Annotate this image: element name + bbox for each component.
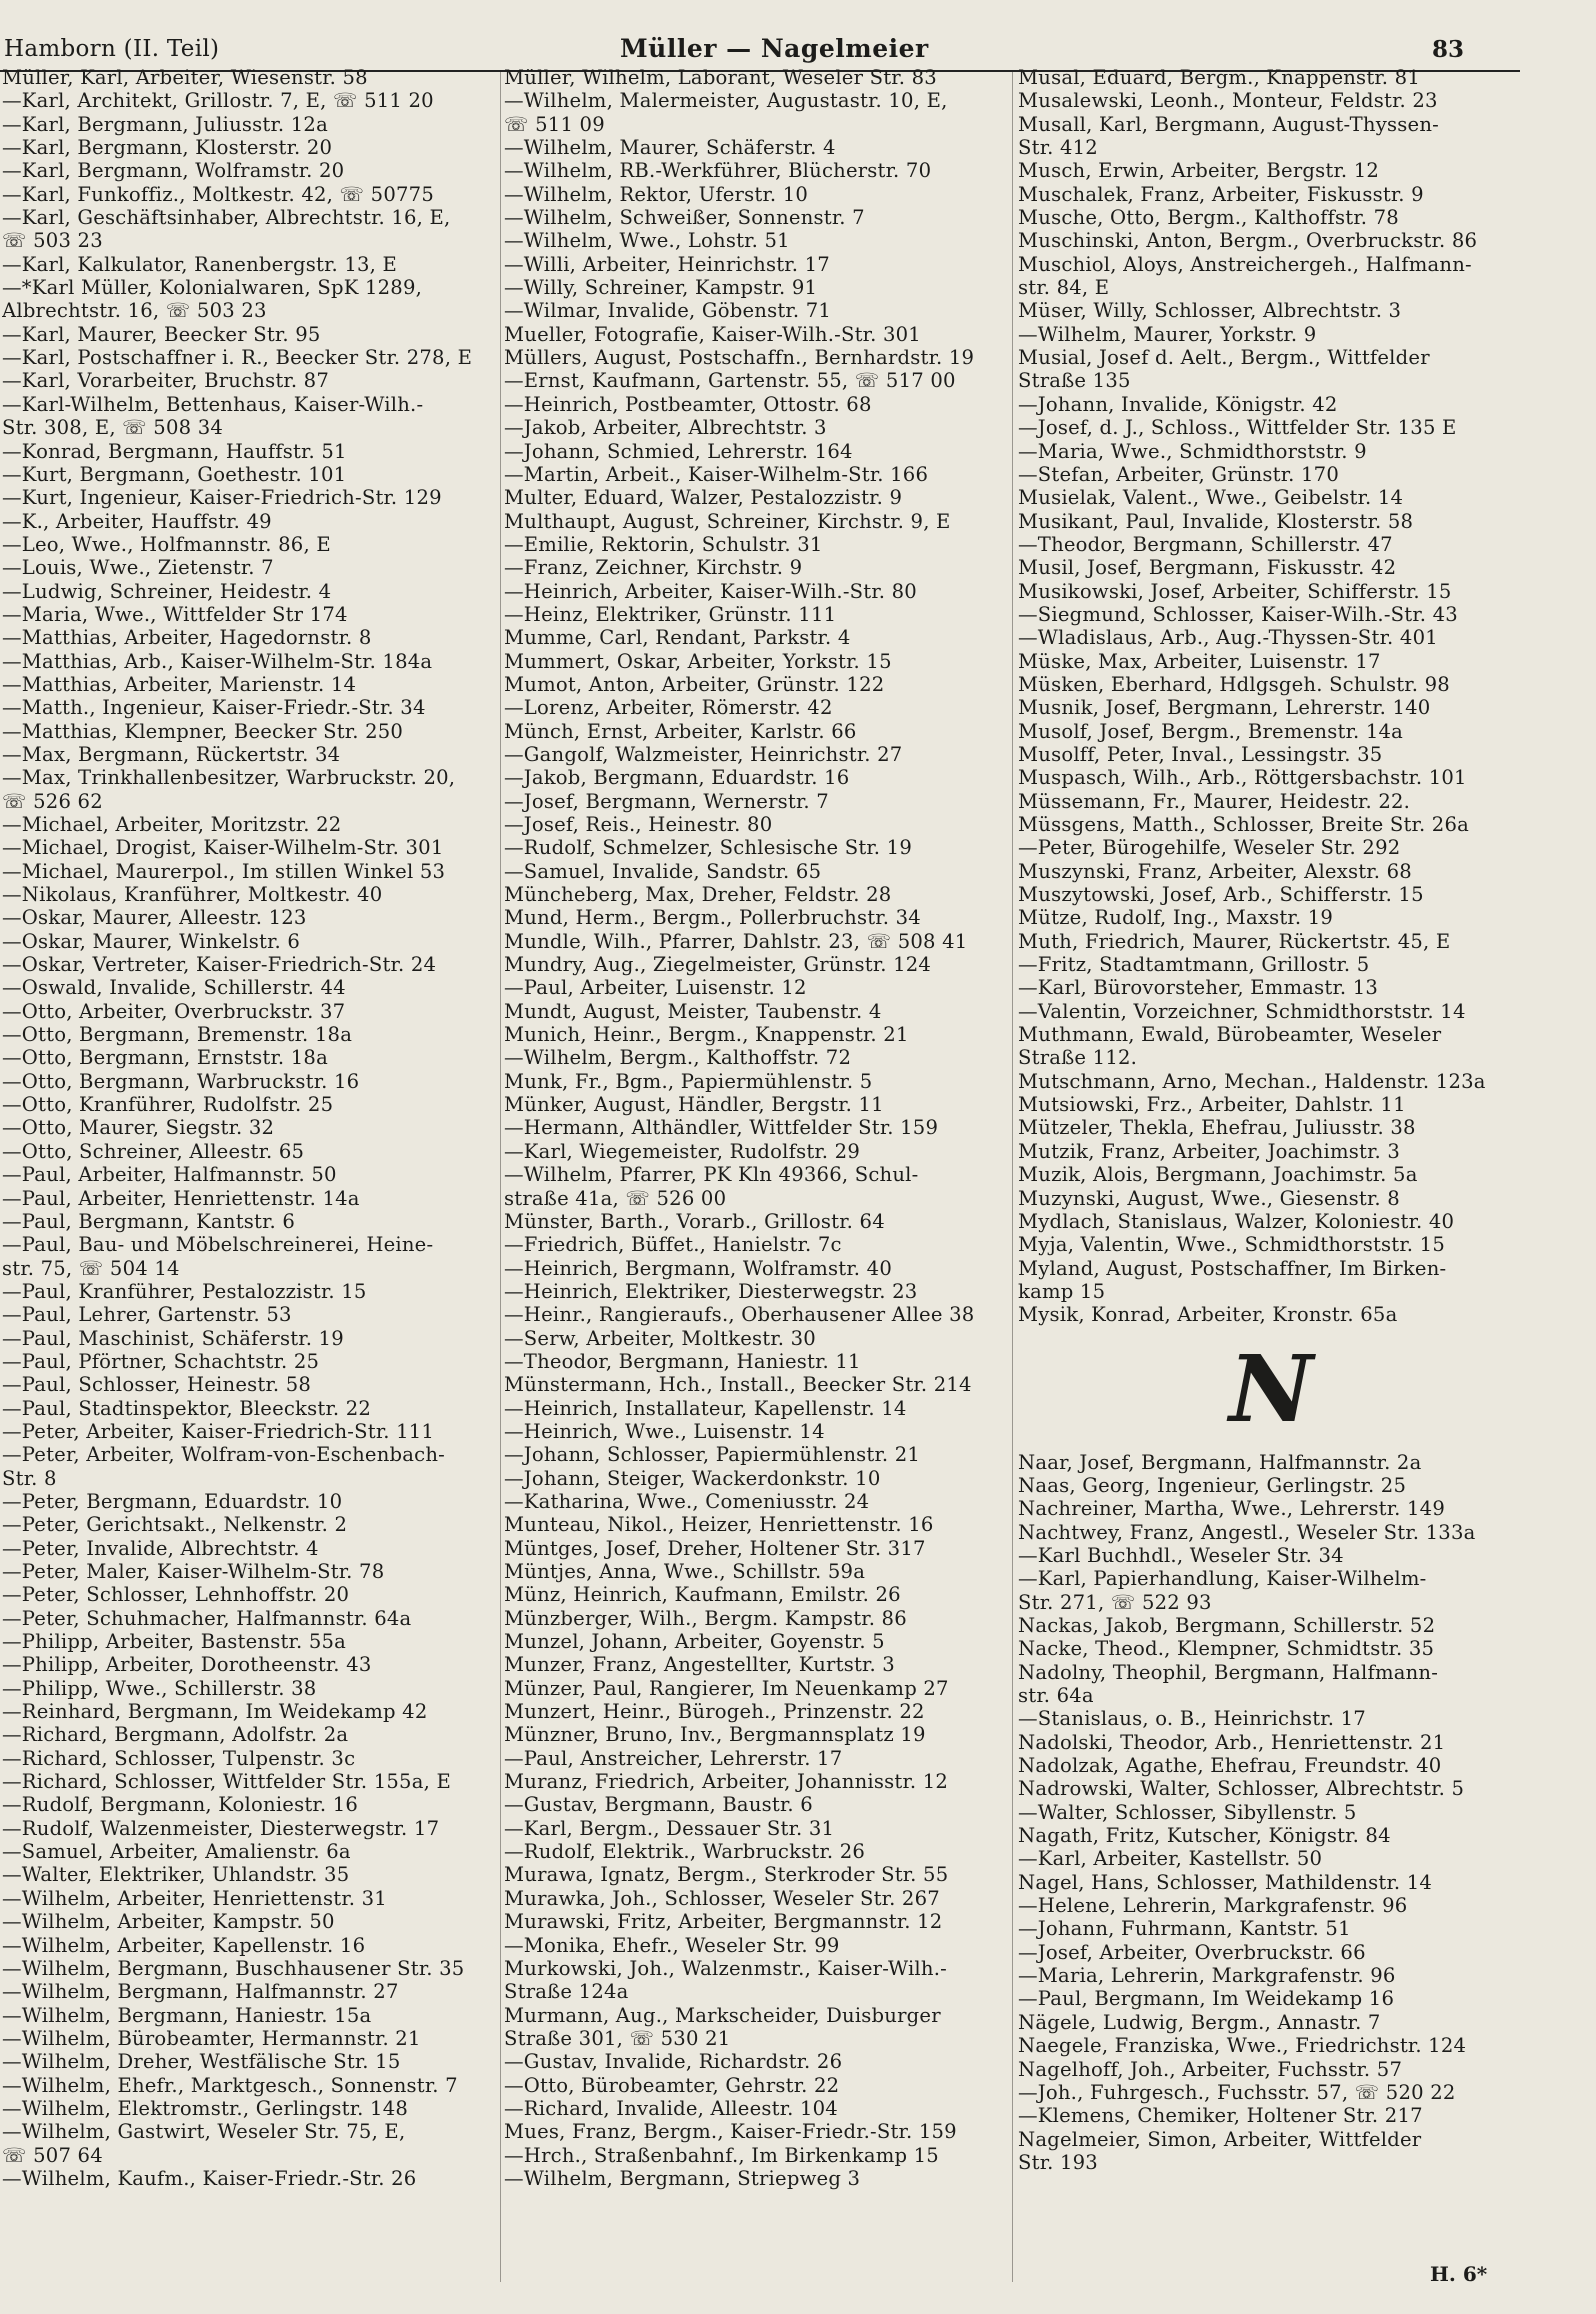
directory-entry: Muzynski, August, Wwe., Giesenstr. 8: [1018, 1186, 1400, 1210]
directory-entry: Münz, Heinrich, Kaufmann, Emilstr. 26: [504, 1583, 901, 1607]
directory-entry: Müntges, Josef, Dreher, Holtener Str. 317: [504, 1536, 926, 1560]
directory-entry: —Paul, Maschinist, Schäferstr. 19: [2, 1326, 344, 1350]
directory-entry: Mumot, Anton, Arbeiter, Grünstr. 122: [504, 672, 885, 696]
directory-entry: —Wilmar, Invalide, Göbenstr. 71: [504, 299, 832, 323]
printer-signature: H. 6*: [1430, 2262, 1488, 2286]
directory-entry: —Paul, Lehrer, Gartenstr. 53: [2, 1303, 292, 1327]
directory-entry: Mütze, Rudolf, Ing., Maxstr. 19: [1018, 906, 1334, 930]
directory-entry: Nagath, Fritz, Kutscher, Königstr. 84: [1018, 1824, 1391, 1848]
directory-entry: Müller, Karl, Arbeiter, Wiesenstr. 58: [2, 66, 368, 89]
directory-entry: Straße 124a: [504, 1980, 629, 2004]
directory-entry: Muszynski, Franz, Arbeiter, Alexstr. 68: [1018, 859, 1412, 883]
directory-entry: Murkowski, Joh., Walzenmstr., Kaiser-Wilh.-: [504, 1956, 947, 1980]
directory-entry: —Karl, Bergmann, Klosterstr. 20: [2, 136, 333, 160]
directory-entry: —Stefan, Arbeiter, Grünstr. 170: [1018, 462, 1340, 486]
directory-entry: Münker, August, Händler, Bergstr. 11: [504, 1093, 884, 1117]
directory-entry: Musil, Josef, Bergmann, Fiskusstr. 42: [1018, 556, 1397, 580]
directory-entry: —Paul, Arbeiter, Luisenstr. 12: [504, 976, 807, 1000]
directory-entry: Musch, Erwin, Arbeiter, Bergstr. 12: [1018, 159, 1380, 183]
directory-entry: —Willy, Schreiner, Kampstr. 91: [504, 276, 818, 300]
directory-entry: —Otto, Bergmann, Bremenstr. 18a: [2, 1023, 353, 1047]
directory-entry: —Johann, Fuhrmann, Kantstr. 51: [1018, 1917, 1351, 1941]
directory-entry: Nagelmeier, Simon, Arbeiter, Wittfelder: [1018, 2127, 1422, 2151]
directory-entry: —Karl, Funkoffiz., Moltkestr. 42, ☏ 50775: [2, 182, 435, 206]
directory-entry: —Nikolaus, Kranführer, Moltkestr. 40: [2, 883, 383, 907]
directory-entry: —Wilhelm, Pfarrer, PK Kln 49366, Schul-: [504, 1163, 919, 1187]
directory-entry: Munzert, Heinr., Bürogeh., Prinzenstr. 22: [504, 1700, 925, 1724]
directory-entry: —Michael, Arbeiter, Moritzstr. 22: [2, 813, 342, 836]
directory-entry: —Wilhelm, Kaufm., Kaiser-Friedr.-Str. 26: [2, 2166, 417, 2190]
directory-entry: ☏ 511 09: [504, 112, 605, 136]
directory-entry: —Peter, Gerichtsakt., Nelkenstr. 2: [2, 1513, 348, 1537]
directory-entry: —Matthias, Klempner, Beecker Str. 250: [2, 719, 404, 743]
directory-entry: Straße 112.: [1018, 1046, 1138, 1070]
directory-entry: —Reinhard, Bergmann, Im Weidekamp 42: [2, 1700, 428, 1724]
directory-entry: —Wilhelm, Dreher, Westfälische Str. 15: [2, 2050, 401, 2074]
directory-entry: —Karl, Architekt, Grillostr. 7, E, ☏ 511 20: [2, 89, 434, 113]
directory-entry: —Franz, Zeichner, Kirchstr. 9: [504, 556, 803, 580]
directory-entry: —Karl, Kalkulator, Ranenbergstr. 13, E: [2, 252, 398, 276]
directory-entry: —Samuel, Arbeiter, Amalienstr. 6a: [2, 1840, 351, 1864]
directory-entry: —Theodor, Bergmann, Schillerstr. 47: [1018, 532, 1393, 556]
directory-entry: —Gangolf, Walzmeister, Heinrichstr. 27: [504, 742, 903, 766]
directory-entry: —Rudolf, Schmelzer, Schlesische Str. 19: [504, 836, 912, 860]
directory-entry: Straße 135: [1018, 369, 1131, 393]
directory-entry: kamp 15: [1018, 1279, 1106, 1303]
directory-entry: —Karl, Bergm., Dessauer Str. 31: [504, 1816, 835, 1840]
directory-entry: Münstermann, Hch., Install., Beecker Str. 214: [504, 1373, 972, 1397]
directory-entry: Musnik, Josef, Bergmann, Lehrerstr. 140: [1018, 696, 1431, 720]
directory-entry: —Heinrich, Wwe., Luisenstr. 14: [504, 1419, 825, 1443]
directory-entry: —Max, Trinkhallenbesitzer, Warbruckstr. 20,: [2, 766, 456, 790]
directory-entry: Str. 308, E, ☏ 508 34: [2, 416, 224, 440]
directory-entry: —Walter, Schlosser, Sibyllenstr. 5: [1018, 1800, 1357, 1824]
directory-entry: —Wilhelm, Bergmann, Buschhausener Str. 35: [2, 1956, 465, 1980]
directory-entry: —Fritz, Stadtamtmann, Grillostr. 5: [1018, 953, 1370, 977]
directory-entry: —Rudolf, Walzenmeister, Diesterwegstr. 17: [2, 1816, 440, 1840]
section-title: Hamborn (II. Teil): [4, 36, 220, 62]
directory-entry: —Otto, Maurer, Siegstr. 32: [2, 1116, 275, 1140]
directory-entry: Nachreiner, Martha, Wwe., Lehrerstr. 149: [1018, 1497, 1446, 1521]
directory-entry: Musche, Otto, Bergm., Kalthoffstr. 78: [1018, 206, 1399, 230]
directory-entry: —Wilhelm, Bergmann, Halfmannstr. 27: [2, 1980, 399, 2004]
directory-entry: Munich, Heinr., Bergm., Knappenstr. 21: [504, 1023, 909, 1047]
directory-entry: —Karl, Bergmann, Wolframstr. 20: [2, 159, 345, 183]
directory-entry: Murawa, Ignatz, Bergm., Sterkroder Str. 55: [504, 1863, 949, 1887]
directory-entry: Musolf, Josef, Bergm., Bremenstr. 14a: [1018, 719, 1404, 743]
directory-entry: Albrechtstr. 16, ☏ 503 23: [2, 299, 267, 323]
directory-entry: —Martin, Arbeit., Kaiser-Wilhelm-Str. 166: [504, 462, 929, 486]
directory-entry: Muth, Friedrich, Maurer, Rückertstr. 45, E: [1018, 929, 1451, 953]
directory-entry: Müntjes, Anna, Wwe., Schillstr. 59a: [504, 1560, 866, 1583]
directory-entry: —Karl, Maurer, Beecker Str. 95: [2, 322, 321, 346]
directory-entry: —Valentin, Vorzeichner, Schmidthorststr. 14: [1018, 999, 1466, 1023]
directory-entry: —Heinrich, Elektriker, Diesterwegstr. 23: [504, 1279, 918, 1303]
directory-entry: —Wilhelm, Elektromstr., Gerlingstr. 148: [2, 2096, 409, 2120]
directory-entry: —Leo, Wwe., Holfmannstr. 86, E: [2, 532, 331, 556]
directory-entry: —Karl, Papierhandlung, Kaiser-Wilhelm-: [1018, 1567, 1427, 1591]
directory-entry: Münster, Barth., Vorarb., Grillostr. 64: [504, 1209, 885, 1233]
directory-entry: —Monika, Ehefr., Weseler Str. 99: [504, 1933, 840, 1957]
directory-entry: Multer, Eduard, Walzer, Pestalozzistr. 9: [504, 486, 903, 510]
directory-entry: —Wilhelm, Wwe., Lohstr. 51: [504, 229, 790, 253]
directory-entry: —Louis, Wwe., Zietenstr. 7: [2, 556, 274, 580]
directory-entry: Nagelhoff, Joh., Arbeiter, Fuchsstr. 57: [1018, 2057, 1403, 2081]
directory-entry: —Konrad, Bergmann, Hauffstr. 51: [2, 439, 347, 463]
directory-entry: Muthmann, Ewald, Bürobeamter, Weseler: [1018, 1023, 1442, 1047]
directory-entry: Muzik, Alois, Bergmann, Joachimstr. 5a: [1018, 1163, 1418, 1187]
directory-entry: —Josef, Bergmann, Wernerstr. 7: [504, 789, 829, 813]
directory-entry: Müssgens, Matth., Schlosser, Breite Str. 26a: [1018, 813, 1470, 836]
directory-entry: —Johann, Schmied, Lehrerstr. 164: [504, 439, 853, 463]
directory-entry: —Max, Bergmann, Rückertstr. 34: [2, 742, 341, 766]
directory-entry: —Peter, Bergmann, Eduardstr. 10: [2, 1489, 343, 1513]
directory-entry: Mundt, August, Meister, Taubenstr. 4: [504, 999, 882, 1023]
directory-entry: Mysik, Konrad, Arbeiter, Kronstr. 65a: [1018, 1303, 1398, 1327]
directory-entry: —Heinrich, Installateur, Kapellenstr. 14: [504, 1396, 907, 1420]
directory-entry: —Otto, Kranführer, Rudolfstr. 25: [2, 1093, 334, 1117]
directory-entry: ☏ 503 23: [2, 229, 103, 253]
directory-entry: Müske, Max, Arbeiter, Luisenstr. 17: [1018, 649, 1381, 673]
directory-entry: —Serw, Arbeiter, Moltkestr. 30: [504, 1326, 816, 1350]
directory-entry: —Johann, Schlosser, Papiermühlenstr. 21: [504, 1443, 921, 1467]
directory-entry: —Richard, Bergmann, Adolfstr. 2a: [2, 1723, 349, 1747]
directory-entry: Musielak, Valent., Wwe., Geibelstr. 14: [1018, 486, 1404, 510]
directory-entry: —Johann, Invalide, Königstr. 42: [1018, 392, 1338, 416]
directory-entry: Musal, Eduard, Bergm., Knappenstr. 81: [1018, 66, 1420, 89]
directory-entry: —Philipp, Arbeiter, Bastenstr. 55a: [2, 1630, 347, 1654]
column-3: [1018, 66, 1524, 2174]
directory-entry: —Heinr., Rangieraufs., Oberhausener Allee 38: [504, 1303, 975, 1327]
letter-n-entries: [1018, 1451, 1524, 2175]
directory-entry: —Siegmund, Schlosser, Kaiser-Wilh.-Str. 43: [1018, 602, 1458, 626]
directory-entry: —Samuel, Invalide, Sandstr. 65: [504, 859, 822, 883]
directory-entry: —Wilhelm, Bergmann, Striepweg 3: [504, 2166, 861, 2190]
directory-entry: —Heinrich, Postbeamter, Ottostr. 68: [504, 392, 872, 416]
page-range-title: Müller — Nagelmeier: [620, 34, 929, 63]
directory-entry: —Matthias, Arb., Kaiser-Wilhelm-Str. 184a: [2, 649, 433, 673]
directory-entry: —Josef, Arbeiter, Overbruckstr. 66: [1018, 1940, 1366, 1964]
directory-entry: —Ernst, Kaufmann, Gartenstr. 55, ☏ 517 00: [504, 369, 956, 393]
directory-entry: —Karl, Arbeiter, Kastellstr. 50: [1018, 1847, 1323, 1871]
directory-entry: Mutzik, Franz, Arbeiter, Joachimstr. 3: [1018, 1139, 1401, 1163]
directory-entry: —Katharina, Wwe., Comeniusstr. 24: [504, 1489, 870, 1513]
directory-entry: —Gustav, Invalide, Richardstr. 26: [504, 2050, 843, 2074]
directory-entry: —Willi, Arbeiter, Heinrichstr. 17: [504, 252, 830, 276]
column-divider: [500, 72, 501, 2282]
directory-entry: —Wilhelm, Maurer, Schäferstr. 4: [504, 136, 836, 160]
directory-entry: Straße 301, ☏ 530 21: [504, 2026, 731, 2050]
directory-entry: —Karl, Wiegemeister, Rudolfstr. 29: [504, 1139, 860, 1163]
directory-entry: —Karl, Postschaffner i. R., Beecker Str. 278, E: [2, 346, 473, 370]
directory-entry: —Jakob, Bergmann, Eduardstr. 16: [504, 766, 850, 790]
directory-entry: —Gustav, Bergmann, Baustr. 6: [504, 1793, 813, 1817]
directory-entry: —Paul, Schlosser, Heinestr. 58: [2, 1373, 312, 1397]
directory-entry: Münzberger, Wilh., Bergm. Kampstr. 86: [504, 1606, 907, 1630]
directory-entry: Müncheberg, Max, Dreher, Feldstr. 28: [504, 883, 892, 907]
directory-entry: —Heinz, Elektriker, Grünstr. 111: [504, 602, 837, 626]
directory-entry: Murawka, Joh., Schlosser, Weseler Str. 267: [504, 1886, 940, 1910]
directory-entry: —Wilhelm, RB.-Werkführer, Blücherstr. 70: [504, 159, 932, 183]
directory-entry: Mundle, Wilh., Pfarrer, Dahlstr. 23, ☏ 508 41: [504, 929, 968, 953]
directory-entry: —Oskar, Maurer, Winkelstr. 6: [2, 929, 301, 953]
page-number: 83: [1432, 36, 1465, 63]
directory-entry: —Wilhelm, Bergmann, Haniestr. 15a: [2, 2003, 372, 2027]
directory-entry: Nadolzak, Agathe, Ehefrau, Freundstr. 40: [1018, 1754, 1442, 1778]
letter-m-entries: [1018, 66, 1524, 1327]
directory-entry: Muschinski, Anton, Bergm., Overbruckstr. 86: [1018, 229, 1478, 253]
directory-entry: —Matth., Ingenieur, Kaiser-Friedr.-Str. 34: [2, 696, 426, 720]
directory-entry: —Karl-Wilhelm, Bettenhaus, Kaiser-Wilh.-: [2, 392, 424, 416]
directory-entry: —Paul, Stadtinspektor, Bleeckstr. 22: [2, 1396, 372, 1420]
directory-entry: —Wilhelm, Malermeister, Augustastr. 10, E,: [504, 89, 948, 113]
directory-entry: —Wilhelm, Arbeiter, Kampstr. 50: [2, 1910, 335, 1934]
directory-entry: —Otto, Arbeiter, Overbruckstr. 37: [2, 999, 346, 1023]
directory-entry: —Peter, Schlosser, Lehnhoffstr. 20: [2, 1583, 350, 1607]
directory-entry: Str. 193: [1018, 2150, 1098, 2174]
directory-entry: Müser, Willy, Schlosser, Albrechtstr. 3: [1018, 299, 1402, 323]
directory-entry: —Philipp, Wwe., Schillerstr. 38: [2, 1676, 317, 1700]
directory-entry: Mummert, Oskar, Arbeiter, Yorkstr. 15: [504, 649, 892, 673]
directory-entry: Münzer, Paul, Rangierer, Im Neuenkamp 27: [504, 1676, 949, 1700]
directory-entry: —Matthias, Arbeiter, Marienstr. 14: [2, 672, 357, 696]
directory-entry: —Paul, Kranführer, Pestalozzistr. 15: [2, 1279, 367, 1303]
directory-entry: Nadolny, Theophil, Bergmann, Halfmann-: [1018, 1660, 1439, 1684]
directory-entry: Str. 271, ☏ 522 93: [1018, 1590, 1212, 1614]
directory-entry: Müllers, August, Postschaffn., Bernhardstr. 19: [504, 346, 975, 370]
directory-entry: Mues, Franz, Bergm., Kaiser-Friedr.-Str. 159: [504, 2120, 957, 2144]
directory-entry: —Peter, Schuhmacher, Halfmannstr. 64a: [2, 1606, 412, 1630]
directory-entry: Munteau, Nikol., Heizer, Henriettenstr. 16: [504, 1513, 934, 1537]
directory-entry: —Matthias, Arbeiter, Hagedornstr. 8: [2, 626, 372, 650]
directory-entry: —Ludwig, Schreiner, Heidestr. 4: [2, 579, 332, 603]
directory-entry: —Oskar, Vertreter, Kaiser-Friedrich-Str. 24: [2, 953, 437, 977]
directory-entry: Myja, Valentin, Wwe., Schmidthorststr. 15: [1018, 1233, 1445, 1257]
directory-entry: —Johann, Steiger, Wackerdonkstr. 10: [504, 1466, 881, 1490]
directory-entry: str. 84, E: [1018, 276, 1110, 300]
directory-entry: —Paul, Bau- und Möbelschreinerei, Heine-: [2, 1233, 434, 1257]
directory-entry: —Paul, Arbeiter, Henriettenstr. 14a: [2, 1186, 360, 1210]
directory-entry: Nägele, Ludwig, Bergm., Annastr. 7: [1018, 2010, 1381, 2034]
directory-entry: Nadrowski, Walter, Schlosser, Albrechtstr. 5: [1018, 1777, 1465, 1801]
directory-entry: —Philipp, Arbeiter, Dorotheenstr. 43: [2, 1653, 372, 1677]
directory-entry: —Peter, Arbeiter, Wolfram-von-Eschenbach-: [2, 1443, 445, 1467]
directory-entry: Murmann, Aug., Markscheider, Duisburger: [504, 2003, 941, 2027]
directory-entry: Mützeler, Thekla, Ehefrau, Juliusstr. 38: [1018, 1116, 1416, 1140]
directory-entry: —Michael, Maurerpol., Im stillen Winkel 53: [2, 859, 446, 883]
directory-entry: ☏ 526 62: [2, 789, 103, 813]
directory-entry: —Otto, Bürobeamter, Gehrstr. 22: [504, 2073, 840, 2097]
directory-entry: —Wilhelm, Gastwirt, Weseler Str. 75, E,: [2, 2120, 406, 2144]
directory-entry: Str. 412: [1018, 136, 1098, 160]
directory-entry: —Helene, Lehrerin, Markgrafenstr. 96: [1018, 1894, 1408, 1918]
directory-entry: —Lorenz, Arbeiter, Römerstr. 42: [504, 696, 833, 720]
directory-entry: ☏ 507 64: [2, 2143, 103, 2167]
directory-entry: —Kurt, Ingenieur, Kaiser-Friedrich-Str. 129: [2, 486, 442, 510]
directory-entry: —Karl, Geschäftsinhaber, Albrechtstr. 16, E,: [2, 206, 451, 230]
directory-entry: —Paul, Bergmann, Kantstr. 6: [2, 1209, 296, 1233]
directory-entry: Naegele, Franziska, Wwe., Friedrichstr. 124: [1018, 2034, 1467, 2058]
directory-entry: —Joh., Fuhrgesch., Fuchsstr. 57, ☏ 520 22: [1018, 2080, 1456, 2104]
directory-entry: Mund, Herm., Bergm., Pollerbruchstr. 34: [504, 906, 921, 930]
directory-entry: —Wladislaus, Arb., Aug.-Thyssen-Str. 401: [1018, 626, 1438, 650]
directory-entry: str. 75, ☏ 504 14: [2, 1256, 180, 1280]
directory-entry: —Otto, Schreiner, Alleestr. 65: [2, 1139, 305, 1163]
directory-entry: —Peter, Maler, Kaiser-Wilhelm-Str. 78: [2, 1560, 385, 1583]
directory-entry: Muspasch, Wilh., Arb., Röttgersbachstr. 101: [1018, 766, 1467, 790]
directory-entry: —Peter, Bürogehilfe, Weseler Str. 292: [1018, 836, 1401, 860]
directory-entry: Nadolski, Theodor, Arb., Henriettenstr. 21: [1018, 1730, 1446, 1754]
column-2: [504, 66, 1018, 2190]
directory-entry: —Emilie, Rektorin, Schulstr. 31: [504, 532, 823, 556]
directory-entry: —Richard, Schlosser, Tulpenstr. 3c: [2, 1746, 356, 1770]
directory-entry: —Otto, Bergmann, Ernststr. 18a: [2, 1046, 328, 1070]
directory-entry: straße 41a, ☏ 526 00: [504, 1186, 727, 1210]
directory-entry: Str. 8: [2, 1466, 57, 1490]
directory-entry: Muszytowski, Josef, Arb., Schifferstr. 15: [1018, 883, 1424, 907]
directory-entry: Müller, Wilhelm, Laborant, Weseler Str. 83: [504, 66, 937, 89]
directory-entry: —Otto, Bergmann, Warbruckstr. 16: [2, 1069, 360, 1093]
directory-entry: Nachtwey, Franz, Angestl., Weseler Str. 133a: [1018, 1520, 1476, 1544]
directory-entry: Munzer, Franz, Angestellter, Kurtstr. 3: [504, 1653, 895, 1677]
directory-entry: Musikowski, Josef, Arbeiter, Schifferstr. 15: [1018, 579, 1452, 603]
directory-entry: —Jakob, Arbeiter, Albrechtstr. 3: [504, 416, 827, 440]
directory-entry: str. 64a: [1018, 1684, 1094, 1707]
directory-entry: Musalewski, Leonh., Monteur, Feldstr. 23: [1018, 89, 1438, 113]
directory-entry: —Heinrich, Bergmann, Wolframstr. 40: [504, 1256, 892, 1280]
directory-entry: —Wilhelm, Arbeiter, Kapellenstr. 16: [2, 1933, 366, 1957]
directory-entry: Mydlach, Stanislaus, Walzer, Koloniestr. 40: [1018, 1209, 1455, 1233]
directory-entry: —Heinrich, Arbeiter, Kaiser-Wilh.-Str. 80: [504, 579, 917, 603]
directory-entry: —Hermann, Althändler, Wittfelder Str. 159: [504, 1116, 939, 1140]
directory-entry: —Wilhelm, Schweißer, Sonnenstr. 7: [504, 206, 865, 230]
column-1: [2, 66, 498, 2190]
directory-entry: Munzel, Johann, Arbeiter, Goyenstr. 5: [504, 1630, 885, 1654]
directory-entry: Mutschmann, Arno, Mechan., Haldenstr. 123a: [1018, 1069, 1486, 1093]
directory-entry: —Wilhelm, Arbeiter, Henriettenstr. 31: [2, 1886, 387, 1910]
directory-entry: —Klemens, Chemiker, Holtener Str. 217: [1018, 2104, 1423, 2128]
directory-entry: —Oswald, Invalide, Schillerstr. 44: [2, 976, 346, 1000]
directory-entry: —Walter, Elektriker, Uhlandstr. 35: [2, 1863, 350, 1887]
directory-entry: —Paul, Pförtner, Schachtstr. 25: [2, 1349, 320, 1373]
directory-entry: —Karl, Vorarbeiter, Bruchstr. 87: [2, 369, 330, 393]
directory-entry: —Peter, Invalide, Albrechtstr. 4: [2, 1536, 319, 1560]
directory-entry: Munk, Fr., Bgm., Papiermühlenstr. 5: [504, 1069, 873, 1093]
directory-entry: Musikant, Paul, Invalide, Klosterstr. 58: [1018, 509, 1414, 533]
directory-entry: —Maria, Wwe., Schmidthorststr. 9: [1018, 439, 1367, 463]
directory-entry: —Karl, Bürovorsteher, Emmastr. 13: [1018, 976, 1379, 1000]
directory-entry: Nacke, Theod., Klempner, Schmidtstr. 35: [1018, 1637, 1435, 1661]
directory-entry: Mundry, Aug., Ziegelmeister, Grünstr. 124: [504, 953, 932, 977]
directory-entry: —Richard, Schlosser, Wittfelder Str. 155a, E: [2, 1770, 451, 1794]
directory-entry: Münch, Ernst, Arbeiter, Karlstr. 66: [504, 719, 857, 743]
directory-entry: Murawski, Fritz, Arbeiter, Bergmannstr. 12: [504, 1910, 943, 1934]
directory-entry: —Peter, Arbeiter, Kaiser-Friedrich-Str. 111: [2, 1419, 435, 1443]
directory-entry: Nagel, Hans, Schlosser, Mathildenstr. 14: [1018, 1870, 1433, 1894]
directory-entry: —Wilhelm, Ehefr., Marktgesch., Sonnenstr. 7: [2, 2073, 458, 2097]
directory-entry: Müsken, Eberhard, Hdlgsgeh. Schulstr. 98: [1018, 672, 1450, 696]
directory-entry: Multhaupt, August, Schreiner, Kirchstr. 9, E: [504, 509, 951, 533]
section-letter-n: N: [1228, 1334, 1314, 1443]
directory-entry: —Oskar, Maurer, Alleestr. 123: [2, 906, 307, 930]
directory-entry: Musial, Josef d. Aelt., Bergm., Wittfelder: [1018, 346, 1430, 370]
directory-entry: —Kurt, Bergmann, Goethestr. 101: [2, 462, 347, 486]
directory-entry: Muschiol, Aloys, Anstreichergeh., Halfmann-: [1018, 252, 1472, 276]
directory-entry: —Friedrich, Büffet., Hanielstr. 7c: [504, 1233, 842, 1257]
directory-entry: Mumme, Carl, Rendant, Parkstr. 4: [504, 626, 851, 650]
directory-entry: —Karl, Bergmann, Juliusstr. 12a: [2, 112, 328, 136]
directory-entry: Naar, Josef, Bergmann, Halfmannstr. 2a: [1018, 1450, 1422, 1474]
directory-entry: Mutsiowski, Frz., Arbeiter, Dahlstr. 11: [1018, 1093, 1406, 1117]
directory-entry: —Rudolf, Elektrik., Warbruckstr. 26: [504, 1840, 866, 1864]
directory-entry: —Wilhelm, Maurer, Yorkstr. 9: [1018, 322, 1317, 346]
directory-entry: —Michael, Drogist, Kaiser-Wilhelm-Str. 301: [2, 836, 444, 860]
directory-entry: Münzner, Bruno, Inv., Bergmannsplatz 19: [504, 1723, 926, 1747]
directory-entry: Muschalek, Franz, Arbeiter, Fiskusstr. 9: [1018, 182, 1424, 206]
directory-entry: —Wilhelm, Bergm., Kalthoffstr. 72: [504, 1046, 852, 1070]
directory-entry: —Wilhelm, Rektor, Uferstr. 10: [504, 182, 809, 206]
directory-entry: —Karl Buchhdl., Weseler Str. 34: [1018, 1543, 1344, 1567]
directory-entry: Müssemann, Fr., Maurer, Heidestr. 22.: [1018, 789, 1411, 813]
directory-entry: —*Karl Müller, Kolonialwaren, SpK 1289,: [2, 276, 423, 300]
directory-entry: —Theodor, Bergmann, Haniestr. 11: [504, 1349, 861, 1373]
directory-entry: —K., Arbeiter, Hauffstr. 49: [2, 509, 272, 533]
directory-entry: —Hrch., Straßenbahnf., Im Birkenkamp 15: [504, 2143, 939, 2167]
directory-entry: —Paul, Arbeiter, Halfmannstr. 50: [2, 1163, 337, 1187]
directory-entry: —Maria, Lehrerin, Markgrafenstr. 96: [1018, 1964, 1396, 1988]
directory-entry: —Richard, Invalide, Alleestr. 104: [504, 2096, 838, 2120]
directory-entry: —Rudolf, Bergmann, Koloniestr. 16: [2, 1793, 359, 1817]
directory-entry: Myland, August, Postschaffner, Im Birken-: [1018, 1256, 1447, 1280]
directory-entry: —Josef, d. J., Schloss., Wittfelder Str. 135 E: [1018, 416, 1457, 440]
directory-entry: Naas, Georg, Ingenieur, Gerlingstr. 25: [1018, 1473, 1407, 1497]
directory-entry: Nackas, Jakob, Bergmann, Schillerstr. 52: [1018, 1613, 1436, 1637]
directory-entry: Musall, Karl, Bergmann, August-Thyssen-: [1018, 112, 1439, 136]
directory-entry: Muranz, Friedrich, Arbeiter, Johannisstr. 12: [504, 1770, 949, 1794]
directory-entry: —Paul, Bergmann, Im Weidekamp 16: [1018, 1987, 1395, 2011]
directory-entry: Mueller, Fotografie, Kaiser-Wilh.-Str. 301: [504, 322, 921, 346]
directory-entry: —Stanislaus, o. B., Heinrichstr. 17: [1018, 1707, 1366, 1731]
directory-entry: Musolff, Peter, Inval., Lessingstr. 35: [1018, 742, 1383, 766]
directory-entry: —Maria, Wwe., Wittfelder Str 174: [2, 602, 348, 626]
directory-entry: —Josef, Reis., Heinestr. 80: [504, 813, 773, 836]
directory-entry: —Wilhelm, Bürobeamter, Hermannstr. 21: [2, 2026, 421, 2050]
directory-entry: —Paul, Anstreicher, Lehrerstr. 17: [504, 1746, 843, 1770]
